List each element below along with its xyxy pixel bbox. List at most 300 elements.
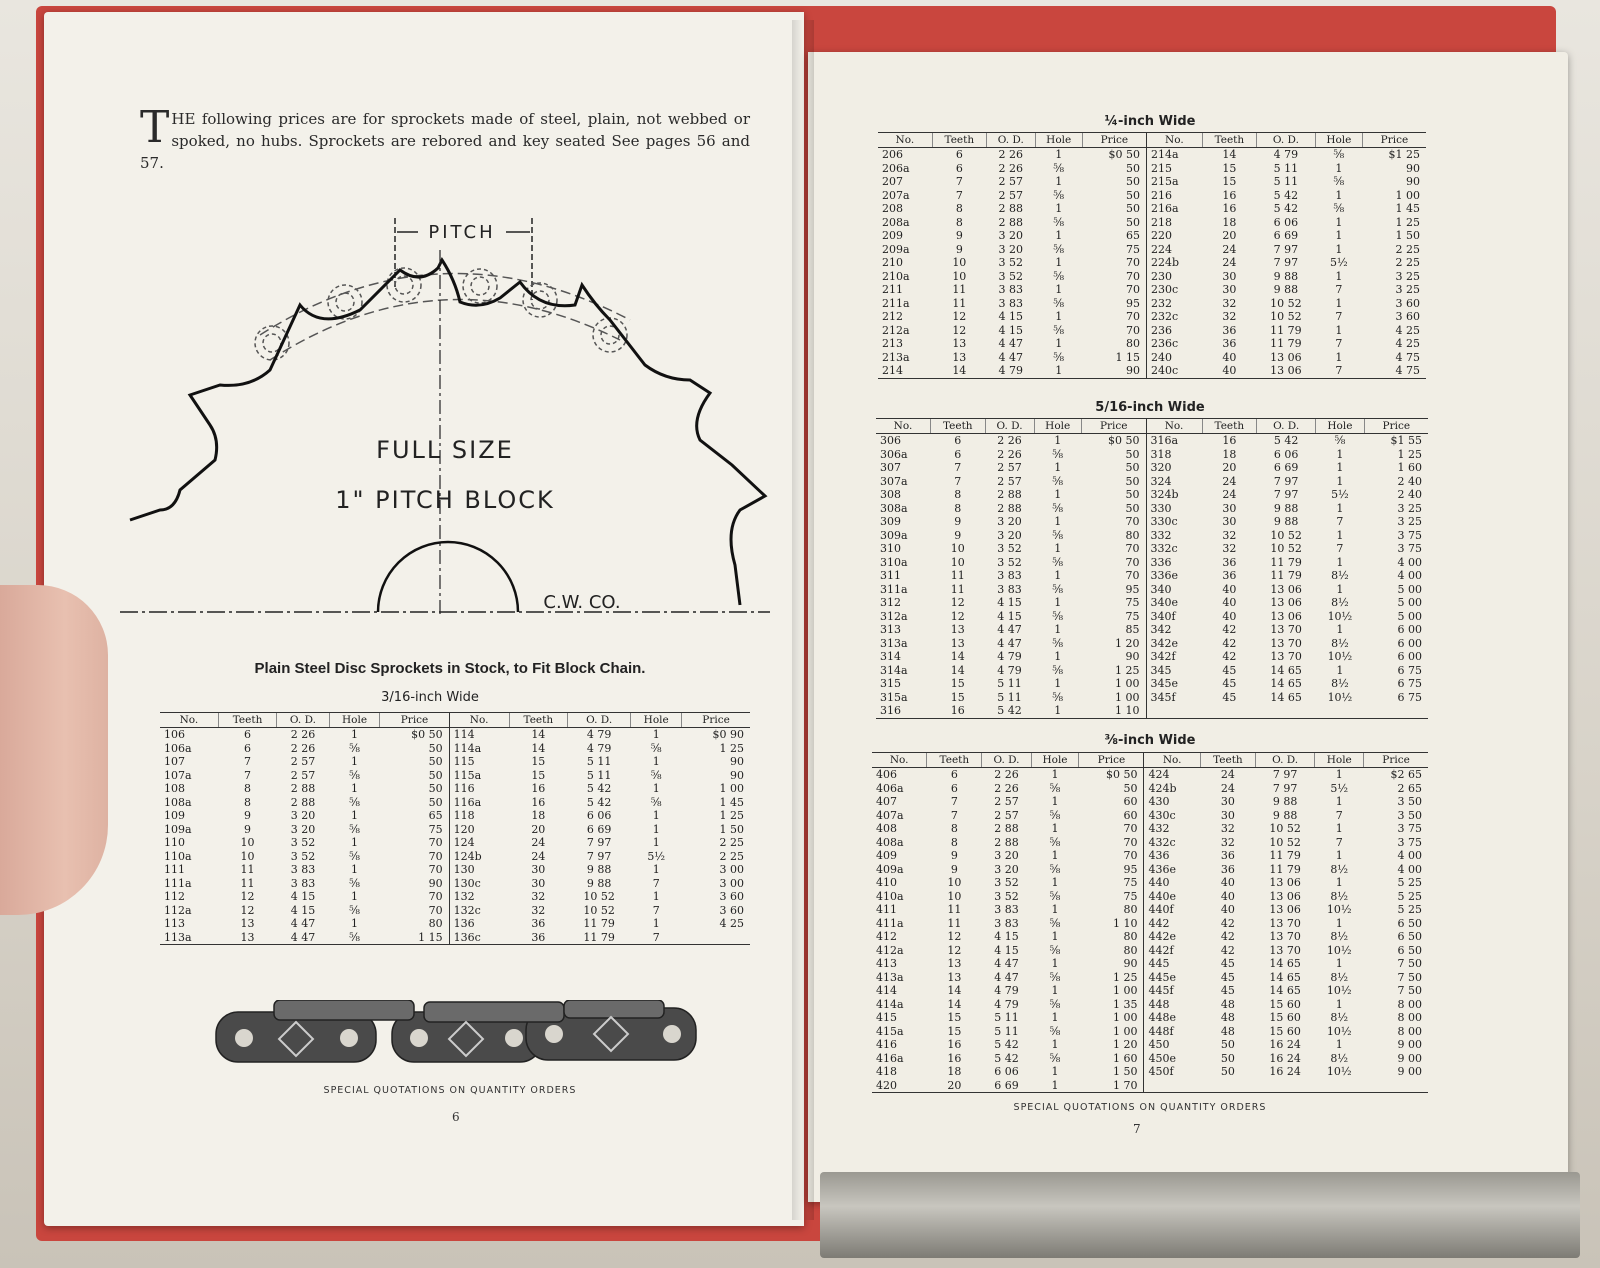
price-cell: 1 60 [1112,1051,1138,1065]
price-cell: 2 40 [1397,488,1422,501]
item-number: 413 [876,957,897,970]
right-page-number: 7 [1133,1122,1141,1136]
hole-cell: ⅝ [349,849,360,863]
item-number: 309a [880,528,908,542]
hole-cell: 8½ [1331,636,1349,650]
price-cell: $1 55 [1390,434,1422,447]
teeth-cell: 18 [947,1065,962,1078]
od-cell: 6 69 [982,1079,1031,1093]
price-cell [682,931,750,945]
od-cell: 4 79 [994,997,1019,1011]
price-cell: 70 [428,849,443,863]
hole-cell: 7 [1336,542,1344,555]
od-cell: 5 42 [994,1051,1019,1065]
hole-cell: 1 [351,863,359,876]
price-cell: 3 75 [1397,528,1422,542]
table-row [872,957,1428,971]
table-row [872,795,1428,809]
teeth-cell: 6 [950,768,958,781]
hole-cell: ⅝ [1333,175,1345,188]
teeth-cell: 32 [1220,822,1235,835]
od-cell: 4 79 [586,741,612,755]
hole-cell: ⅝ [1052,474,1064,488]
column-header: Teeth [1202,419,1257,434]
column-header: Hole [329,713,380,728]
diagram-line2: 1" PITCH BLOCK [335,486,555,514]
item-number: 212a [882,323,910,337]
hole-cell: ⅝ [1049,835,1061,849]
teeth-cell: 42 [1220,930,1235,943]
column-header: No. [876,419,930,434]
teeth-cell: 20 [1222,229,1237,242]
od-cell: 11 79 [1270,337,1302,350]
teeth-cell: 6 [244,728,252,741]
hole-cell: 1 [652,822,660,836]
od-cell: 16 24 [1269,1038,1301,1051]
teeth-cell: 20 [1222,461,1237,474]
hole-cell: 1 [1336,528,1344,542]
teeth-cell: 32 [531,903,546,917]
table-row [872,984,1428,998]
price-cell: 7 50 [1397,957,1422,970]
left-page-number: 6 [452,1110,460,1124]
column-header: O. D. [568,713,631,728]
item-number: 110 [164,836,185,849]
hole-cell: 1 [1335,876,1343,889]
price-cell: 50 [1123,781,1138,795]
teeth-cell: 24 [531,836,546,849]
od-cell: 7 97 [1273,474,1299,488]
od-cell: 2 88 [997,488,1022,501]
hole-cell: 1 [1336,447,1344,461]
book-gutter [792,20,814,1220]
od-cell: 3 52 [997,555,1022,569]
table-row [878,324,1426,338]
table-row [876,637,1428,651]
item-number: 236c [1147,337,1203,351]
column-header: Price [1082,133,1146,148]
price-cell: 90 [1406,161,1420,175]
table-row [878,162,1426,176]
hole-cell: 1 [652,728,660,741]
price-cell: 9 00 [1397,1038,1422,1051]
teeth-cell: 20 [927,1079,982,1093]
price-cell: 90 [1125,650,1140,663]
item-number: 408 [876,822,897,835]
hole-cell: 1 [1335,269,1343,283]
od-cell: 4 47 [997,623,1022,636]
price-cell: 80 [428,917,443,930]
teeth-cell: 42 [1222,636,1237,650]
item-number: 236 [1147,324,1203,338]
od-cell: 2 26 [998,148,1024,161]
item-number: 440 [1144,876,1200,890]
item-number: 311a [880,582,908,596]
item-number: 213a [882,350,910,364]
item-number: 210a [882,269,910,283]
column-header: Teeth [1200,753,1255,768]
price-cell: 3 75 [1397,542,1422,555]
hole-cell: 1 [1054,623,1062,636]
hole-cell: 1 [1335,916,1343,930]
price-cell: 50 [1125,447,1140,461]
hole-cell: 1 [1051,822,1059,835]
item-number: 318 [1146,448,1202,462]
teeth-cell: 13 [947,970,962,984]
hole-cell: 1 [1335,188,1343,202]
price-cell: 1 10 [1081,704,1146,718]
price-cell: 2 25 [719,849,744,863]
price-cell: 50 [1125,474,1140,488]
sprocket-diagram [120,210,770,630]
teeth-cell: 10 [950,555,965,569]
item-number: 342e [1146,637,1202,651]
od-cell: 14 65 [1270,663,1302,677]
hole-cell: ⅝ [1333,148,1345,161]
item-number: 424 [1144,768,1200,782]
table-row [876,461,1428,475]
teeth-cell: 11 [952,296,967,310]
od-cell: 13 70 [1270,623,1302,636]
teeth-cell: 9 [950,862,958,876]
item-number: 211 [882,283,903,296]
teeth-cell: 36 [1222,323,1237,337]
od-cell: 9 88 [586,876,612,890]
item-number: 442f [1144,944,1200,958]
hole-cell: ⅝ [1049,808,1061,822]
hole-cell: 1 [1054,650,1062,663]
hole-cell: ⅝ [1053,188,1065,202]
hole-cell: ⅝ [1053,242,1065,256]
item-number: 230c [1147,283,1203,297]
teeth-cell: 50 [1220,1051,1235,1065]
teeth-cell: 16 [1222,202,1237,215]
od-cell: 2 57 [997,461,1022,474]
price-cell: $0 50 [411,728,443,741]
item-number: 450 [1144,1038,1200,1052]
table-row [876,569,1428,583]
hole-cell: 1 [1035,364,1082,378]
intro-dropcap: T [140,102,170,153]
teeth-cell: 11 [947,916,962,930]
column-header: Price [1364,753,1428,768]
teeth-cell: 13 [950,623,965,636]
hole-cell: 10½ [1326,1024,1352,1038]
hole-cell: 1 [1051,1065,1059,1078]
od-cell: 7 97 [1273,242,1299,256]
item-number: 215 [1147,162,1203,176]
teeth-cell: 15 [531,768,546,782]
hole-cell: 1 [1054,515,1062,528]
price-cell: 3 25 [1397,515,1422,528]
hole-cell: 1 [1336,555,1344,569]
column-header: No. [1144,753,1200,768]
od-cell: 4 47 [998,337,1024,350]
hole-cell: 7 [1315,364,1362,378]
table-row [872,998,1428,1012]
teeth-cell: 32 [1220,835,1235,849]
price-cell: 3 25 [1395,269,1420,283]
hole-cell: 8½ [1330,1051,1349,1065]
table-row [878,283,1426,297]
item-number: 114a [449,742,509,756]
od-cell: 4 15 [994,930,1019,943]
od-cell: 2 26 [997,434,1022,447]
item-number: 113 [164,917,185,930]
od-cell: 2 57 [994,795,1019,808]
od-cell: 10 52 [1270,542,1302,555]
maker-mark: C.W. CO. [543,592,621,613]
price-cell: $0 50 [1108,434,1140,447]
hole-cell: 1 [1335,1038,1343,1051]
item-number: 315 [880,677,901,690]
od-cell: 13 06 [1269,876,1301,889]
item-number: 415a [876,1024,904,1038]
item-number: 313 [880,623,901,636]
hole-cell: 1 [1335,242,1343,256]
item-number: 116 [449,782,509,796]
teeth-cell: 12 [947,930,962,943]
hole-cell: 1 [652,863,660,876]
hole-cell: 1 [1055,310,1063,323]
item-number: 136c [449,931,509,945]
item-number: 436e [1144,863,1200,877]
table-title-1-4: ¼-inch Wide [1104,114,1196,129]
teeth-cell: 6 [244,741,252,755]
teeth-cell: 10 [947,876,962,889]
od-cell: 5 42 [1273,202,1299,215]
hole-cell: 1 [1336,474,1344,488]
table-3-8-inch [872,752,1428,1093]
column-header: Price [1079,753,1144,768]
od-cell: 14 65 [1269,957,1301,970]
teeth-cell: 7 [954,461,962,474]
table-row [876,475,1428,489]
column-header: Price [1364,419,1428,434]
table-title-3-8: ⅜-inch Wide [1104,733,1196,748]
item-number: 118 [449,809,509,823]
teeth-cell: 16 [947,1051,962,1065]
teeth-cell: 8 [950,822,958,835]
price-cell: $1 25 [1388,148,1420,161]
od-cell: 3 20 [290,822,316,836]
teeth-cell: 50 [1220,1065,1235,1078]
price-cell: 3 60 [1395,296,1420,310]
item-number: 412 [876,930,897,943]
od-cell: 7 97 [1273,256,1299,269]
price-cell: 5 25 [1397,876,1422,889]
teeth-cell: 45 [1220,957,1235,970]
od-cell: 3 83 [997,582,1022,596]
price-cell: 70 [428,903,443,917]
item-number: 107a [164,768,192,782]
price-cell: 50 [428,795,443,809]
price-cell: 5 00 [1397,596,1422,609]
price-cell: 4 75 [1362,364,1426,378]
price-cell: 1 70 [1079,1079,1144,1093]
teeth-cell: 45 [1220,984,1235,997]
item-number: 412a [876,943,904,957]
od-cell: 5 42 [1273,434,1299,447]
teeth-cell: 7 [244,755,252,768]
hole-cell: ⅝ [650,768,662,782]
column-header: Hole [631,713,682,728]
teeth-cell: 14 [531,728,546,741]
od-cell: 4 15 [994,943,1019,957]
price-cell: 9 00 [1397,1051,1422,1065]
column-header: Price [682,713,750,728]
table-row [878,351,1426,365]
table-row [878,256,1426,270]
column-header: Hole [1315,133,1362,148]
od-cell: 14 65 [1270,677,1302,690]
price-cell: 50 [1125,501,1140,515]
item-number: 207 [882,175,903,188]
item-number: 407a [876,808,904,822]
teeth-cell: 30 [1222,269,1237,283]
hole-cell: ⅝ [1052,636,1064,650]
od-cell: 2 88 [290,795,316,809]
hole-cell: 1 [1055,337,1063,350]
od-cell: 7 97 [586,849,612,863]
teeth-cell: 8 [955,215,963,229]
hole-cell: 1 [351,755,359,768]
od-cell: 13 06 [1257,364,1316,378]
price-cell: 50 [1125,461,1140,474]
item-number: 406 [876,768,897,781]
hole-cell: 5½ [1331,488,1349,501]
price-cell: 4 00 [1397,569,1422,582]
hole-cell: ⅝ [1052,528,1064,542]
teeth-cell: 14 [950,663,965,677]
teeth-cell: 30 [1220,795,1235,808]
teeth-cell: 8 [954,501,962,515]
od-cell: 2 26 [290,728,316,741]
column-header: Teeth [218,713,276,728]
teeth-cell: 12 [950,609,965,623]
hole-cell: 1 [1335,768,1343,781]
hole-cell: 1 [1335,997,1343,1011]
teeth-cell: 9 [954,515,962,528]
od-cell: 2 26 [998,161,1024,175]
price-cell: 70 [1123,822,1138,835]
hole-cell: ⅝ [1333,202,1345,215]
table-row [872,822,1428,836]
od-cell: 10 52 [1270,528,1302,542]
table-row [878,310,1426,324]
teeth-cell: 7 [244,768,252,782]
item-number: 307a [880,474,908,488]
item-number: 132c [449,904,509,918]
price-cell: 70 [1126,323,1141,337]
item-number: 315a [880,690,908,704]
price-cell: 4 00 [1397,862,1422,876]
item-number: 206 [882,148,903,161]
item-number: 130 [449,863,509,877]
od-cell: 10 52 [1270,310,1302,323]
hole-cell: 1 [1055,202,1063,215]
table-row [876,677,1428,691]
item-number: 108 [164,782,185,795]
column-header: O. D. [277,713,329,728]
od-cell: 3 20 [997,515,1022,528]
price-cell: 1 20 [1115,636,1140,650]
od-cell: 11 79 [1269,849,1301,862]
item-number: 110a [164,849,192,863]
item-number: 416 [876,1038,897,1051]
hole-cell: 1 [1051,930,1059,943]
price-cell: 2 25 [1395,242,1420,256]
teeth-cell: 16 [947,1038,962,1051]
item-number: 330 [1146,502,1202,516]
teeth-cell: 8 [950,835,958,849]
column-header: Teeth [930,419,985,434]
od-cell: 11 79 [1270,569,1302,582]
od-cell: 14 65 [1269,970,1301,984]
teeth-cell: 15 [947,1024,962,1038]
od-cell: 4 47 [277,931,329,945]
column-header: Price [380,713,449,728]
od-cell: 4 79 [997,650,1022,663]
teeth-cell: 8 [955,202,963,215]
item-number: 314a [880,663,908,677]
price-cell: 95 [1125,582,1140,596]
od-cell: 6 06 [1273,447,1299,461]
teeth-cell: 24 [1222,256,1237,269]
od-cell: 13 06 [1270,609,1302,623]
item-number: 208 [882,202,903,215]
teeth-cell: 15 [950,677,965,690]
block-chain-image [214,1000,704,1070]
table-row [876,583,1428,597]
price-cell: 90 [428,876,443,890]
item-number: 448e [1144,1011,1200,1025]
table-row [878,202,1426,216]
table-row [872,863,1428,877]
table-row [160,877,750,891]
hole-cell: 1 [1336,663,1344,677]
teeth-cell: 18 [1222,447,1237,461]
table-row [876,556,1428,570]
item-number: 436 [1144,849,1200,863]
item-number: 411a [876,916,904,930]
price-cell: 1 50 [719,822,744,836]
price-cell: 50 [1126,188,1141,202]
item-number: 230 [1147,270,1203,284]
teeth-cell: 7 [955,188,963,202]
price-cell [1364,1079,1428,1093]
price-cell: 1 15 [1115,350,1141,364]
teeth-cell: 15 [1222,161,1237,175]
price-cell: 50 [1126,202,1141,215]
teeth-cell: 8 [244,795,252,809]
table-row [876,610,1428,624]
teeth-cell [1202,704,1257,718]
od-cell: 3 20 [998,229,1024,242]
item-number: 410 [876,876,897,889]
hole-cell: ⅝ [1049,943,1061,957]
item-number: 214a [1147,148,1203,162]
od-cell: 5 11 [997,690,1022,704]
hole-cell: ⅝ [1053,161,1065,175]
column-header: Hole [1315,753,1364,768]
price-cell: 4 25 [719,917,744,930]
od-cell: 4 79 [986,364,1035,378]
item-number: 442 [1144,917,1200,931]
price-cell: 2 40 [1397,474,1422,488]
table-row [160,890,750,904]
item-number: 324b [1146,488,1202,502]
